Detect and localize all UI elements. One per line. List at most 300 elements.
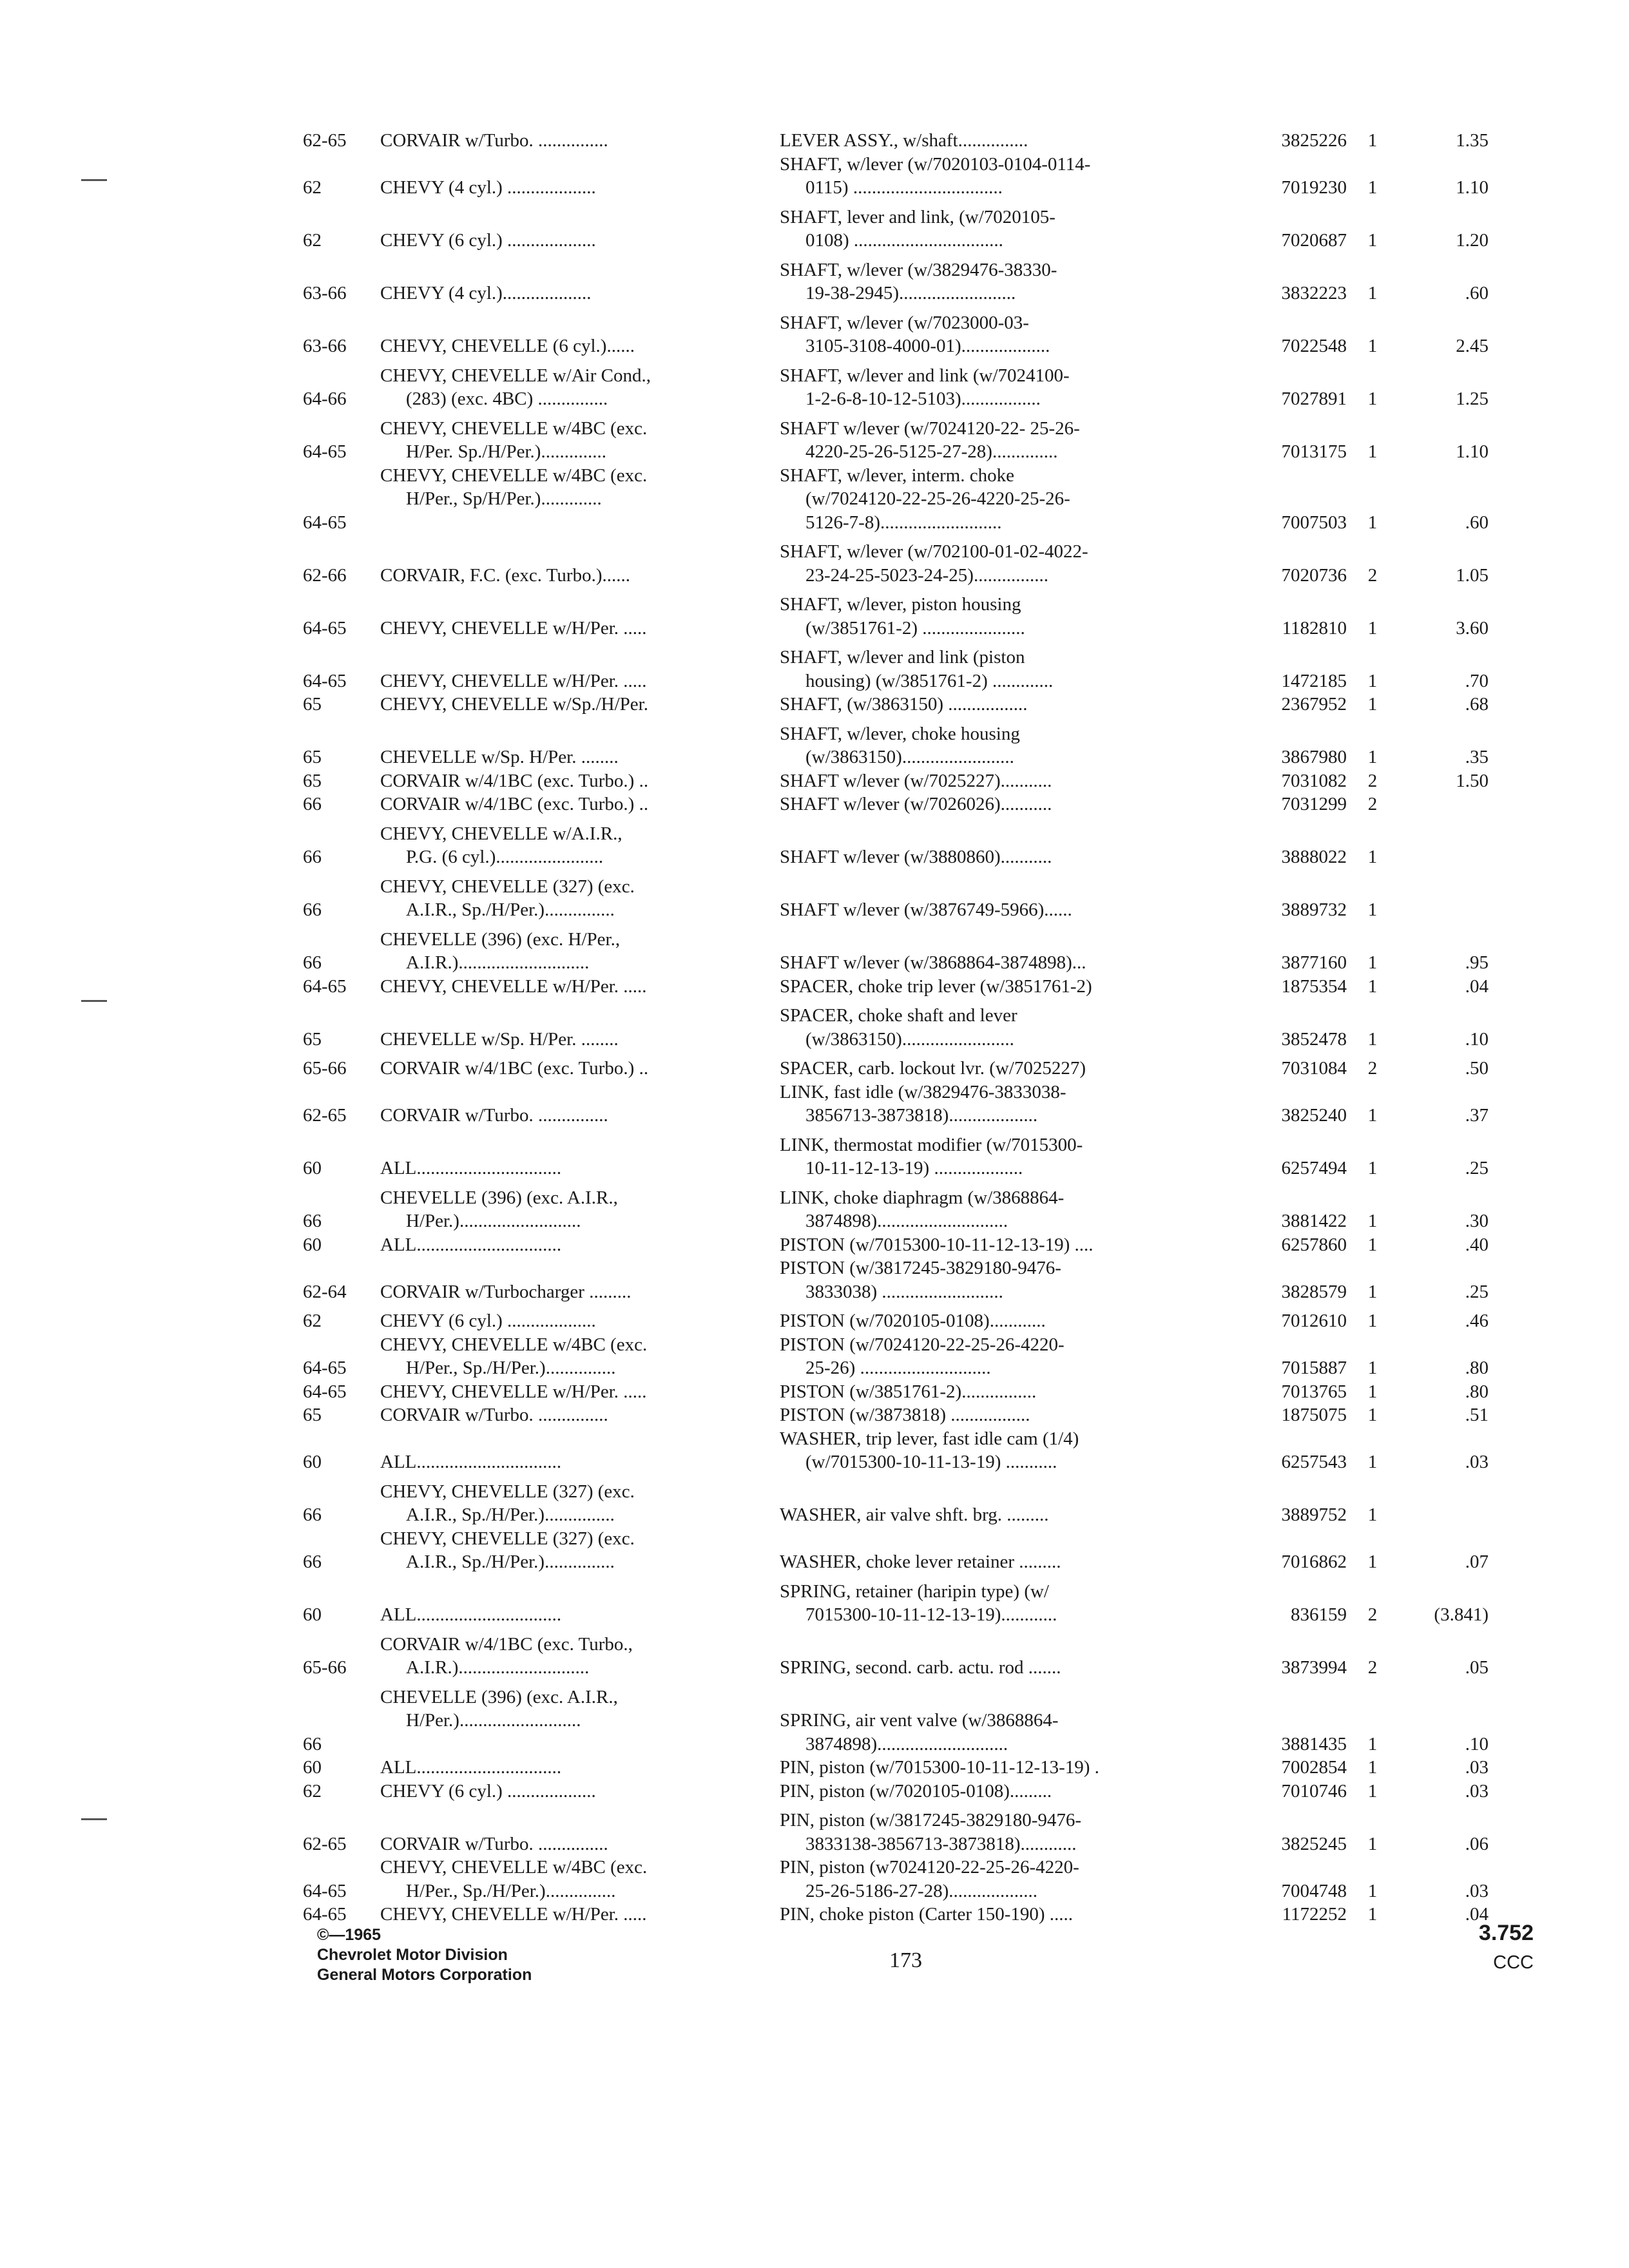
model-year: 64-65 [303, 1358, 347, 1378]
part-description [780, 1656, 1224, 1680]
part-description [780, 364, 1224, 411]
table-row [303, 875, 1547, 922]
part-description-line: PISTON (w/7020105-0108)............ [780, 1311, 1046, 1331]
part-description-line: LINK, thermostat modifier (w/7015300- [780, 1134, 1083, 1155]
application [380, 975, 780, 999]
application-line: CHEVY (4 cyl.)................... [380, 283, 592, 303]
table-row [303, 1380, 1547, 1404]
division-name: Chevrolet Motor Division [317, 1946, 508, 1964]
application-line: CHEVELLE (396) (exc. A.I.R., [380, 1686, 618, 1707]
part-description [780, 845, 1224, 869]
quantity: 1 [1367, 1028, 1378, 1050]
part-description-line: PISTON (w/3851761-2)................ [780, 1381, 1037, 1402]
quantity: 1 [1367, 1904, 1378, 1925]
model-year: 66 [303, 847, 322, 867]
section-number: 3.752 [1478, 1921, 1534, 1945]
part-description [780, 1081, 1224, 1128]
part-description-line: PISTON (w/3873818) ................. [780, 1405, 1030, 1425]
price [1398, 898, 1489, 922]
model-year: 62-64 [303, 1281, 347, 1302]
price: .60 [1465, 512, 1489, 533]
part-description-line: 5126-7-8).......................... [805, 512, 1002, 533]
part-description-line: 0108) ................................ [805, 230, 1003, 251]
application [380, 822, 780, 869]
table-row [303, 975, 1547, 999]
application [380, 334, 780, 358]
model-year: 60 [303, 1604, 322, 1625]
table-row [303, 258, 1547, 305]
application [380, 229, 780, 253]
table-row [303, 769, 1547, 793]
price: .03 [1465, 1757, 1489, 1778]
price [1398, 1503, 1489, 1527]
application-line: ALL............................... [380, 1158, 562, 1178]
price: .25 [1465, 1281, 1489, 1302]
table-row [303, 822, 1547, 869]
model-year: 66 [303, 1211, 322, 1231]
part-description [780, 722, 1224, 769]
part-description [780, 646, 1224, 693]
application [380, 1480, 780, 1527]
margin-punch-mark [81, 1000, 107, 1002]
part-description-line: (w/7024120-22-25-26-4220-25-26- [805, 488, 1070, 509]
part-number: 7020687 [1281, 230, 1347, 251]
part-number: 7013175 [1281, 441, 1347, 462]
part-number: 6257543 [1281, 1452, 1347, 1472]
part-number: 6257860 [1281, 1234, 1347, 1255]
part-description [780, 793, 1224, 816]
part-number: 7002854 [1281, 1757, 1347, 1778]
price: (3.841) [1434, 1604, 1489, 1625]
part-description-line: (w/7015300-10-11-13-19) ........... [805, 1452, 1057, 1472]
part-description-line: SHAFT, w/lever (w/7020103-0104-0114- [780, 153, 1091, 175]
part-description-line: (w/3851761-2) ...................... [805, 617, 1025, 639]
application-line: A.I.R., Sp./H/Per.)............... [406, 1552, 615, 1572]
price: .51 [1465, 1405, 1489, 1425]
part-description-line: 3874898)............................ [805, 1211, 1008, 1231]
part-number: 3828579 [1281, 1281, 1347, 1302]
application-line: CHEVY (6 cyl.) ................... [380, 1780, 596, 1802]
application-line: CHEVY (6 cyl.) ................... [380, 1311, 596, 1331]
quantity: 1 [1367, 1211, 1378, 1231]
application-line: H/Per., Sp./H/Per.)............... [406, 1880, 616, 1901]
part-number: 1472185 [1281, 670, 1347, 691]
quantity: 1 [1367, 1833, 1378, 1854]
part-description-line: SHAFT, w/lever, piston housing [780, 594, 1021, 615]
part-description-line: SHAFT, (w/3863150) ................. [780, 694, 1028, 715]
part-number: 3825240 [1281, 1105, 1347, 1126]
part-description-line: (w/3863150)........................ [805, 1028, 1014, 1050]
application-line: CHEVY, CHEVELLE w/4BC (exc. [380, 465, 648, 486]
application-line: CHEVY, CHEVELLE w/H/Per. ..... [380, 1904, 647, 1925]
part-description [780, 1809, 1224, 1856]
application-line: CHEVELLE w/Sp. H/Per. ........ [380, 1028, 619, 1050]
part-description [780, 1503, 1224, 1527]
application-line: H/Per.).......................... [406, 1710, 581, 1731]
model-year: 62-65 [303, 1833, 347, 1854]
quantity: 1 [1367, 1504, 1378, 1525]
application [380, 1186, 780, 1233]
application-line: CHEVY, CHEVELLE (327) (exc. [380, 1528, 635, 1549]
quantity: 1 [1367, 1780, 1378, 1802]
model-year: 66 [303, 1504, 322, 1525]
part-description-line: SPACER, carb. lockout lvr. (w/7025227) [780, 1058, 1086, 1079]
part-description [780, 1427, 1224, 1474]
part-description-line: PIN, piston (w/7015300-10-11-12-13-19) . [780, 1757, 1099, 1778]
part-number: 3877160 [1281, 952, 1347, 973]
table-row [303, 1256, 1547, 1303]
part-description-line: PIN, piston (w/7020105-0108)......... [780, 1780, 1052, 1802]
table-row [303, 129, 1547, 153]
application [380, 1603, 780, 1627]
part-description [780, 693, 1224, 716]
table-row [303, 693, 1547, 716]
quantity: 2 [1367, 1058, 1378, 1079]
application-line: ALL............................... [380, 1234, 562, 1255]
quantity: 1 [1367, 177, 1378, 198]
quantity: 1 [1367, 283, 1378, 303]
model-year: 60 [303, 1452, 322, 1472]
part-description-line: SHAFT, w/lever, interm. choke [780, 465, 1014, 486]
model-year: 64-65 [303, 441, 347, 462]
price: .80 [1465, 1381, 1489, 1402]
application-line: CORVAIR w/4/1BC (exc. Turbo.) .. [380, 770, 649, 791]
table-row [303, 1057, 1547, 1081]
price: .04 [1465, 1904, 1489, 1925]
quantity: 1 [1367, 847, 1378, 867]
quantity: 1 [1367, 389, 1378, 409]
part-description [780, 1233, 1224, 1257]
application [380, 417, 780, 464]
corporation-name: General Motors Corporation [317, 1966, 532, 1984]
part-number: 3825226 [1281, 130, 1347, 151]
application-line: CHEVY, CHEVELLE w/Sp./H/Per. [380, 694, 648, 715]
application-line: CORVAIR w/Turbo. ............... [380, 1833, 608, 1854]
application-line: A.I.R., Sp./H/Per.)............... [406, 899, 615, 920]
quantity: 2 [1367, 1657, 1378, 1678]
application [380, 1903, 780, 1927]
part-description-line: PIN, piston (w7024120-22-25-26-4220- [780, 1857, 1079, 1878]
application [380, 1633, 780, 1680]
table-row [303, 722, 1547, 769]
application-line: CHEVY, CHEVELLE (327) (exc. [380, 876, 635, 897]
quantity: 1 [1367, 1405, 1378, 1425]
model-year: 64-66 [303, 389, 347, 409]
parts-catalog-table [303, 129, 1547, 1927]
part-description-line: 7015300-10-11-12-13-19)............ [805, 1604, 1057, 1625]
application-line: CHEVY, CHEVELLE w/H/Per. ..... [380, 670, 647, 691]
price: 1.05 [1456, 564, 1489, 586]
model-year: 65 [303, 1405, 322, 1425]
table-row [303, 1427, 1547, 1474]
application [380, 669, 780, 693]
part-number: 2367952 [1281, 694, 1347, 715]
part-description-line: PIN, choke piston (Carter 150-190) ..... [780, 1904, 1074, 1925]
price: 1.25 [1456, 389, 1489, 409]
table-row [303, 206, 1547, 253]
price [1398, 845, 1489, 869]
part-description-line: SHAFT w/lever (w/3868864-3874898)... [780, 952, 1086, 973]
model-year: 66 [303, 1552, 322, 1572]
part-description-line: 3833038) .......................... [805, 1281, 1003, 1302]
model-year: 64-65 [303, 975, 347, 997]
part-description [780, 1333, 1224, 1380]
quantity: 1 [1367, 975, 1378, 997]
part-description-line: SHAFT, w/lever (w/7023000-03- [780, 312, 1029, 333]
application [380, 1028, 780, 1052]
price: .80 [1465, 1358, 1489, 1378]
part-description-line: PISTON (w/7024120-22-25-26-4220- [780, 1334, 1065, 1355]
part-description [780, 1057, 1224, 1081]
application [380, 364, 780, 411]
model-year: 66 [303, 899, 322, 920]
application-line: CHEVY, CHEVELLE w/H/Per. ..... [380, 975, 647, 997]
quantity: 1 [1367, 617, 1378, 639]
part-number: 7031299 [1281, 794, 1347, 814]
application [380, 1856, 780, 1903]
model-year: 65 [303, 694, 322, 715]
part-description [780, 1856, 1224, 1903]
part-description-line: SHAFT w/lever (w/3880860)........... [780, 847, 1052, 867]
application-line: CORVAIR w/4/1BC (exc. Turbo.) .. [380, 1058, 649, 1079]
part-number: 836159 [1291, 1604, 1347, 1625]
model-year: 66 [303, 1733, 322, 1754]
application [380, 282, 780, 305]
part-description [780, 1756, 1224, 1780]
table-row [303, 1780, 1547, 1803]
application [380, 1309, 780, 1333]
application-line: A.I.R.)............................ [406, 1657, 590, 1678]
quantity: 1 [1367, 1281, 1378, 1302]
table-row [303, 311, 1547, 358]
part-description-line: PIN, piston (w/3817245-3829180-9476- [780, 1810, 1082, 1831]
application [380, 1780, 780, 1803]
application-line: P.G. (6 cyl.)....................... [406, 847, 604, 867]
price: .46 [1465, 1311, 1489, 1331]
part-description-line: 3856713-3873818)................... [805, 1105, 1038, 1126]
quantity: 2 [1367, 794, 1378, 814]
application [380, 1057, 780, 1081]
application-line: CORVAIR w/Turbo. ............... [380, 1105, 608, 1126]
part-number: 7007503 [1281, 512, 1347, 533]
table-row [303, 1403, 1547, 1427]
application [380, 745, 780, 769]
price: 1.20 [1456, 230, 1489, 251]
quantity: 1 [1367, 899, 1378, 920]
application [380, 564, 780, 588]
part-description [780, 1256, 1224, 1303]
model-year: 64-65 [303, 512, 347, 533]
quantity: 1 [1367, 441, 1378, 462]
application-line: CHEVELLE (396) (exc. A.I.R., [380, 1187, 618, 1208]
price: .50 [1465, 1058, 1489, 1079]
application-line: CHEVELLE w/Sp. H/Per. ........ [380, 747, 619, 767]
page-number: 173 [889, 1948, 922, 1972]
part-number: 7027891 [1281, 389, 1347, 409]
price: 1.35 [1456, 130, 1489, 151]
application [380, 617, 780, 640]
model-year: 65 [303, 770, 322, 791]
part-description-line: SPRING, retainer (haripin type) (w/ [780, 1581, 1049, 1602]
part-description [780, 1550, 1224, 1574]
part-number: 1172252 [1282, 1904, 1347, 1925]
application-line: CHEVY, CHEVELLE w/H/Per. ..... [380, 1381, 647, 1402]
part-description-line: 19-38-2945)......................... [805, 283, 1016, 303]
part-description-line: SHAFT, w/lever, choke housing [780, 723, 1020, 744]
model-year: 64-65 [303, 670, 347, 691]
table-row [303, 153, 1547, 200]
quantity: 1 [1367, 1105, 1378, 1126]
part-description [780, 1780, 1224, 1803]
part-description-line: housing) (w/3851761-2) ............. [805, 670, 1054, 691]
part-number: 7004748 [1281, 1880, 1347, 1901]
price: .06 [1465, 1833, 1489, 1854]
application [380, 1527, 780, 1574]
margin-punch-mark [81, 179, 107, 181]
table-row [303, 793, 1547, 816]
part-description-line: LINK, fast idle (w/3829476-3833038- [780, 1081, 1066, 1102]
model-year: 65 [303, 747, 322, 767]
table-row [303, 1903, 1547, 1927]
copyright: ©—1965 [317, 1926, 381, 1944]
part-description-line: LEVER ASSY., w/shaft............... [780, 130, 1028, 151]
part-description [780, 1309, 1224, 1333]
part-description-line: PISTON (w/7015300-10-11-12-13-19) .... [780, 1234, 1094, 1255]
part-description [780, 951, 1224, 975]
application [380, 928, 780, 975]
part-description [780, 1903, 1224, 1927]
part-description [780, 1580, 1224, 1627]
application [380, 176, 780, 200]
application-line: CHEVY (6 cyl.) ................... [380, 230, 596, 251]
table-row [303, 1809, 1547, 1856]
application [380, 1686, 780, 1756]
application [380, 464, 780, 535]
part-number: 3889752 [1281, 1504, 1347, 1525]
part-description-line: SHAFT w/lever (w/3876749-5966)...... [780, 899, 1072, 920]
part-description-line: 25-26-5186-27-28)................... [805, 1880, 1038, 1901]
model-year: 62 [303, 230, 322, 251]
part-description [780, 1133, 1224, 1180]
price: .10 [1465, 1028, 1489, 1050]
part-number: 7015887 [1281, 1358, 1347, 1378]
model-year: 65 [303, 1028, 322, 1050]
model-year: 62-65 [303, 130, 347, 151]
price: .95 [1465, 952, 1489, 973]
part-description-line: SPRING, second. carb. actu. rod ....... [780, 1657, 1061, 1678]
footer-section [1443, 1919, 1534, 1975]
application-line: (283) (exc. 4BC) ............... [406, 389, 608, 409]
part-number: 3888022 [1281, 847, 1347, 867]
price: .37 [1465, 1105, 1489, 1126]
part-description-line: LINK, choke diaphragm (w/3868864- [780, 1187, 1065, 1208]
application-line: H/Per., Sp/H/Per.)............. [406, 488, 602, 509]
part-number: 3873994 [1281, 1657, 1347, 1678]
part-description [780, 153, 1224, 200]
quantity: 1 [1367, 230, 1378, 251]
part-number: 3825245 [1281, 1833, 1347, 1854]
part-number: 7031082 [1281, 770, 1347, 791]
price: .07 [1465, 1552, 1489, 1572]
application-line: CHEVY, CHEVELLE w/4BC (exc. [380, 1857, 648, 1878]
price: .68 [1465, 694, 1489, 715]
part-number: 3889732 [1281, 899, 1347, 920]
part-number: 7012610 [1281, 1311, 1347, 1331]
part-number: 3867980 [1281, 747, 1347, 767]
application-line [380, 1733, 780, 1756]
table-row [303, 593, 1547, 640]
part-description-line: 23-24-25-5023-24-25)................ [805, 564, 1048, 586]
price [1398, 793, 1489, 816]
quantity: 1 [1367, 512, 1378, 533]
part-description-line: SHAFT, w/lever (w/3829476-38330- [780, 259, 1057, 280]
application-line: H/Per. Sp./H/Per.).............. [406, 441, 606, 462]
application-line: CHEVY, CHEVELLE w/Air Cond., [380, 365, 651, 386]
part-description-line: 3833138-3856713-3873818)............ [805, 1833, 1077, 1854]
margin-punch-mark [81, 1818, 107, 1820]
price: .04 [1465, 975, 1489, 997]
price: .70 [1465, 670, 1489, 691]
price: .05 [1465, 1657, 1489, 1678]
part-description [780, 1004, 1224, 1051]
application-line: ALL............................... [380, 1452, 562, 1472]
application [380, 769, 780, 793]
application-line: CHEVY, CHEVELLE w/H/Per. ..... [380, 617, 647, 639]
price: .40 [1465, 1234, 1489, 1255]
part-description-line: SPACER, choke trip lever (w/3851761-2) [780, 975, 1092, 997]
part-description-line: SHAFT w/lever (w/7024120-22- 25-26- [780, 418, 1080, 439]
application-line: A.I.R.)............................ [406, 952, 590, 973]
application-line: H/Per.).......................... [406, 1211, 581, 1231]
part-description-line: SHAFT, lever and link, (w/7020105- [780, 206, 1055, 227]
model-year: 66 [303, 794, 322, 814]
application [380, 1403, 780, 1427]
application [380, 1333, 780, 1380]
part-number: 3881435 [1281, 1733, 1347, 1754]
application-line: A.I.R., Sp./H/Per.)............... [406, 1504, 615, 1525]
model-year: 62 [303, 1780, 322, 1802]
part-description [780, 417, 1224, 464]
part-number: 7016862 [1281, 1552, 1347, 1572]
application [380, 1832, 780, 1856]
price: .03 [1465, 1780, 1489, 1802]
part-number: 7031084 [1281, 1058, 1347, 1079]
part-number: 1875354 [1281, 975, 1347, 997]
application-line: CHEVY, CHEVELLE (327) (exc. [380, 1481, 635, 1502]
price: .35 [1465, 747, 1489, 767]
part-description-line: SPACER, choke shaft and lever [780, 1005, 1017, 1026]
part-description [780, 1403, 1224, 1427]
price: 1.10 [1456, 441, 1489, 462]
application-line: CORVAIR w/Turbo. ............... [380, 130, 608, 151]
quantity: 1 [1367, 1733, 1378, 1754]
table-row [303, 1133, 1547, 1180]
application [380, 875, 780, 922]
quantity: 1 [1367, 1234, 1378, 1255]
table-row [303, 364, 1547, 411]
quantity: 1 [1367, 952, 1378, 973]
quantity: 1 [1367, 1552, 1378, 1572]
model-year: 62-65 [303, 1105, 347, 1126]
part-description-line: 25-26) ............................ [805, 1358, 991, 1378]
quantity: 1 [1367, 1358, 1378, 1378]
part-description [780, 593, 1224, 640]
application-line [380, 511, 780, 535]
application-line: CHEVY, CHEVELLE (6 cyl.)...... [380, 336, 635, 356]
price: .30 [1465, 1211, 1489, 1231]
part-description-line: WASHER, trip lever, fast idle cam (1/4) [780, 1428, 1079, 1449]
part-description-line: SHAFT, w/lever and link (piston [780, 647, 1025, 668]
